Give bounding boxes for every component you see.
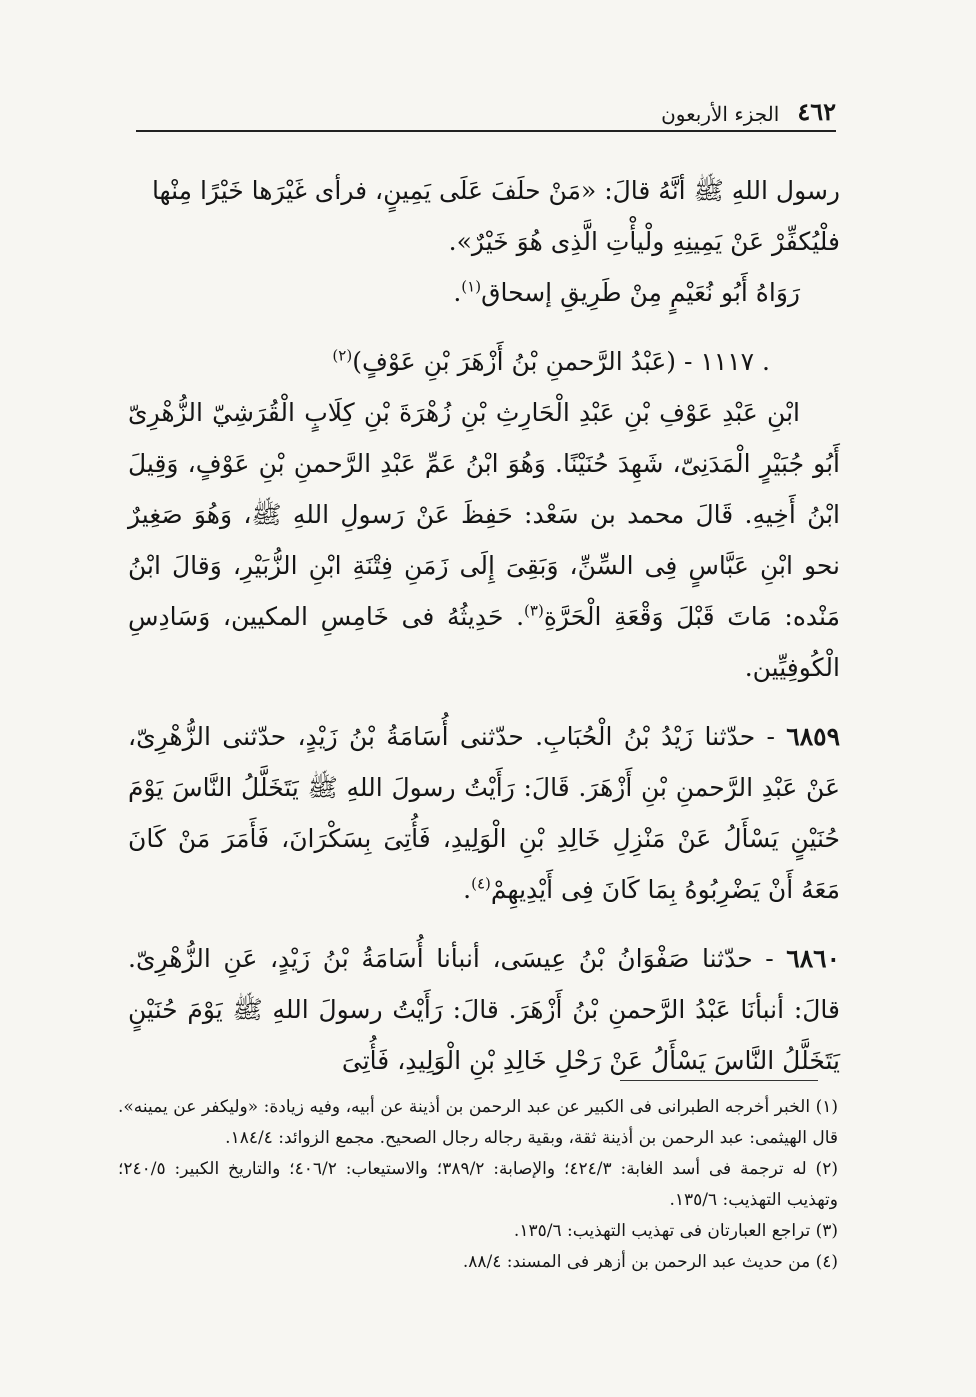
hadith-6859 [128, 711, 840, 915]
intro-riwaya: رَوَاهُ أَبُو نُعَيْمٍ مِنْ طَرِيقِ إسحاق$^{(١)}$. [453, 277, 800, 307]
hadith-6860 [128, 933, 840, 1086]
bio-part-1: ابْنِ عَبْدِ عَوْفِ بْنِ عَبْدِ الْحَارِثِ بْنِ زُهْرَةَ بْنِ كِلَابٍ الْقُرَشِيّ الزُّهْرِىّ أَبُو جُبَيْرٍ الْمَدَنِىّ، شَهِدَ حُنَيْنًا. وَهُوَ ابْنُ عَمِّ عَبْدِ الرَّحمنِ بْنِ عَوْفٍ، وَقِيلَ ابْنُ أَخِيهِ. قَالَ محمد بن سَعْد: حَفِظَ عَنْ رَسولِ اللهِ ﷺ، وَهُوَ صَغِيرٌ نحو ابْنِ عَبَّاسٍ فِى السِّنِّ، وَبَقِىَ إِلَى زَمَنِ فِتْنَةِ ابْنِ الزُّبَيْرِ، وَقالَ ابْنُ مَنْده: مَاتَ قَبْلَ وَقْعَةِ الْحَرَّةِ [128, 398, 840, 631]
entry-title: . ١١١٧ - (عَبْدُ الرَّحمنِ بْنُ أَزْهَرَ بْنِ عَوْفٍ) [352, 347, 770, 376]
spacer [128, 915, 840, 933]
hadith-text: - حدّثنا صَفْوَانُ بْنُ عِيسَى، أنبأنا أُسَامَةُ بْنُ زَيْدٍ، عَنِ الزُّهْرِىّ. قالَ: أنبأنَا عَبْدُ الرَّحمنِ بْنُ أَزْهَرَ. قالَ: رَأَيْتُ رسولَ اللهِ ﷺ يَوْمَ حُنَيْنٍ يَتَخَلَّلُ النَّاسَ يَسْأَلُ عَنْ رَحْلِ خَالِدِ بْنِ الْوَلِيدِ، فَأُتِىَ [128, 944, 840, 1075]
hadith-end: . [463, 875, 472, 904]
footnote-ref-3: (٣) [524, 601, 544, 620]
footnote-3: (٣) تراجع العبارتان فى تهذيب التهذيب: ١٣٥/٦. [513, 1221, 838, 1241]
riwaya-text: رَوَاهُ أَبُو نُعَيْمٍ مِنْ طَرِيقِ إسحاق [481, 278, 800, 307]
footnote-4: (٤) من حديث عبد الرحمن بن أزهر فى المسند: ٨٨/٤. [462, 1252, 838, 1272]
footnote-ref-1: (١) [461, 277, 482, 296]
entry-heading [128, 336, 840, 387]
hadith-number: ٦٨٥٩ [786, 722, 840, 751]
footnote-ref-2: (٢) [332, 346, 353, 365]
hadith-text: - حدّثنا زَيْدُ بْنُ الْحُبَابِ. حدّثنى أُسَامَةُ بْنُ زَيْدٍ، حدّثنى الزُّهْرِىّ، عَنْ عَبْدِ الرَّحمنِ بْنِ أَزْهَرَ. قَالَ: رَأَيْتُ رسولَ اللهِ ﷺ يَتَخَلَّلُ النَّاسَ يَوْمَ حُنَيْنٍ يَسْأَلُ عَنْ مَنْزِلِ خَالِدِ بْنِ الْوَلِيدِ، فَأُتِىَ بِسَكْرَانَ، فَأَمَرَ مَنْ كَانَ مَعَهُ أَنْ يَضْرِبُوهُ بِمَا كَانَ فِى أَيْدِيهِمْ [128, 722, 840, 904]
bio-part-2: . حَدِيثُهُ فى خَامِسِ المكيين، وَسَادِسِ الْكُوفِيِّين. [128, 602, 840, 682]
footnote-ref-4: (٤) [471, 874, 491, 893]
part-title: الجزء الأربعون [661, 102, 780, 126]
intro-line-2: فلْيُكفِّرْ عَنْ يَمِينِهِ ولْيأْتِ الَّذِى هُوَ خَيْرٌ». [448, 227, 840, 256]
footnote-2: (٢) له ترجمة فى أسد الغابة: ٤٢٤/٣؛ والإصابة: ٣٨٩/٢؛ والاستيعاب: ٤٠٦/٢؛ والتاريخ الكبير: ٢٤٠/٥؛ وتهذيب التهذيب: ١٣٥/٦. [118, 1159, 838, 1210]
intro-line-1: رسول اللهِ ﷺ أنَّهُ قالَ: «مَنْ حلَفَ عَلَى يَمِينٍ، فرأى غَيْرَها خَيْرًا مِنْها [151, 176, 840, 205]
running-head [136, 86, 836, 132]
spacer [128, 693, 840, 711]
main-text [128, 165, 840, 1086]
entry-biography [128, 387, 840, 693]
footnote-divider [620, 1080, 818, 1081]
page-number: ٤٦٢ [797, 97, 836, 126]
spacer [128, 318, 840, 336]
footnotes [118, 1092, 838, 1278]
footnote-1: (١) الخبر أخرجه الطبرانى فى الكبير عن عبد الرحمن بن أذينة عن أبيه، وفيه زيادة: «وليكفر عن يمينه». قال الهيثمى: عبد الرحمن بن أذينة ثقة، وبقية رجاله رجال الصحيح. مجمع الزوائد: ١٨٤/٤. [118, 1097, 838, 1148]
hadith-number: ٦٨٦٠ [786, 944, 840, 973]
